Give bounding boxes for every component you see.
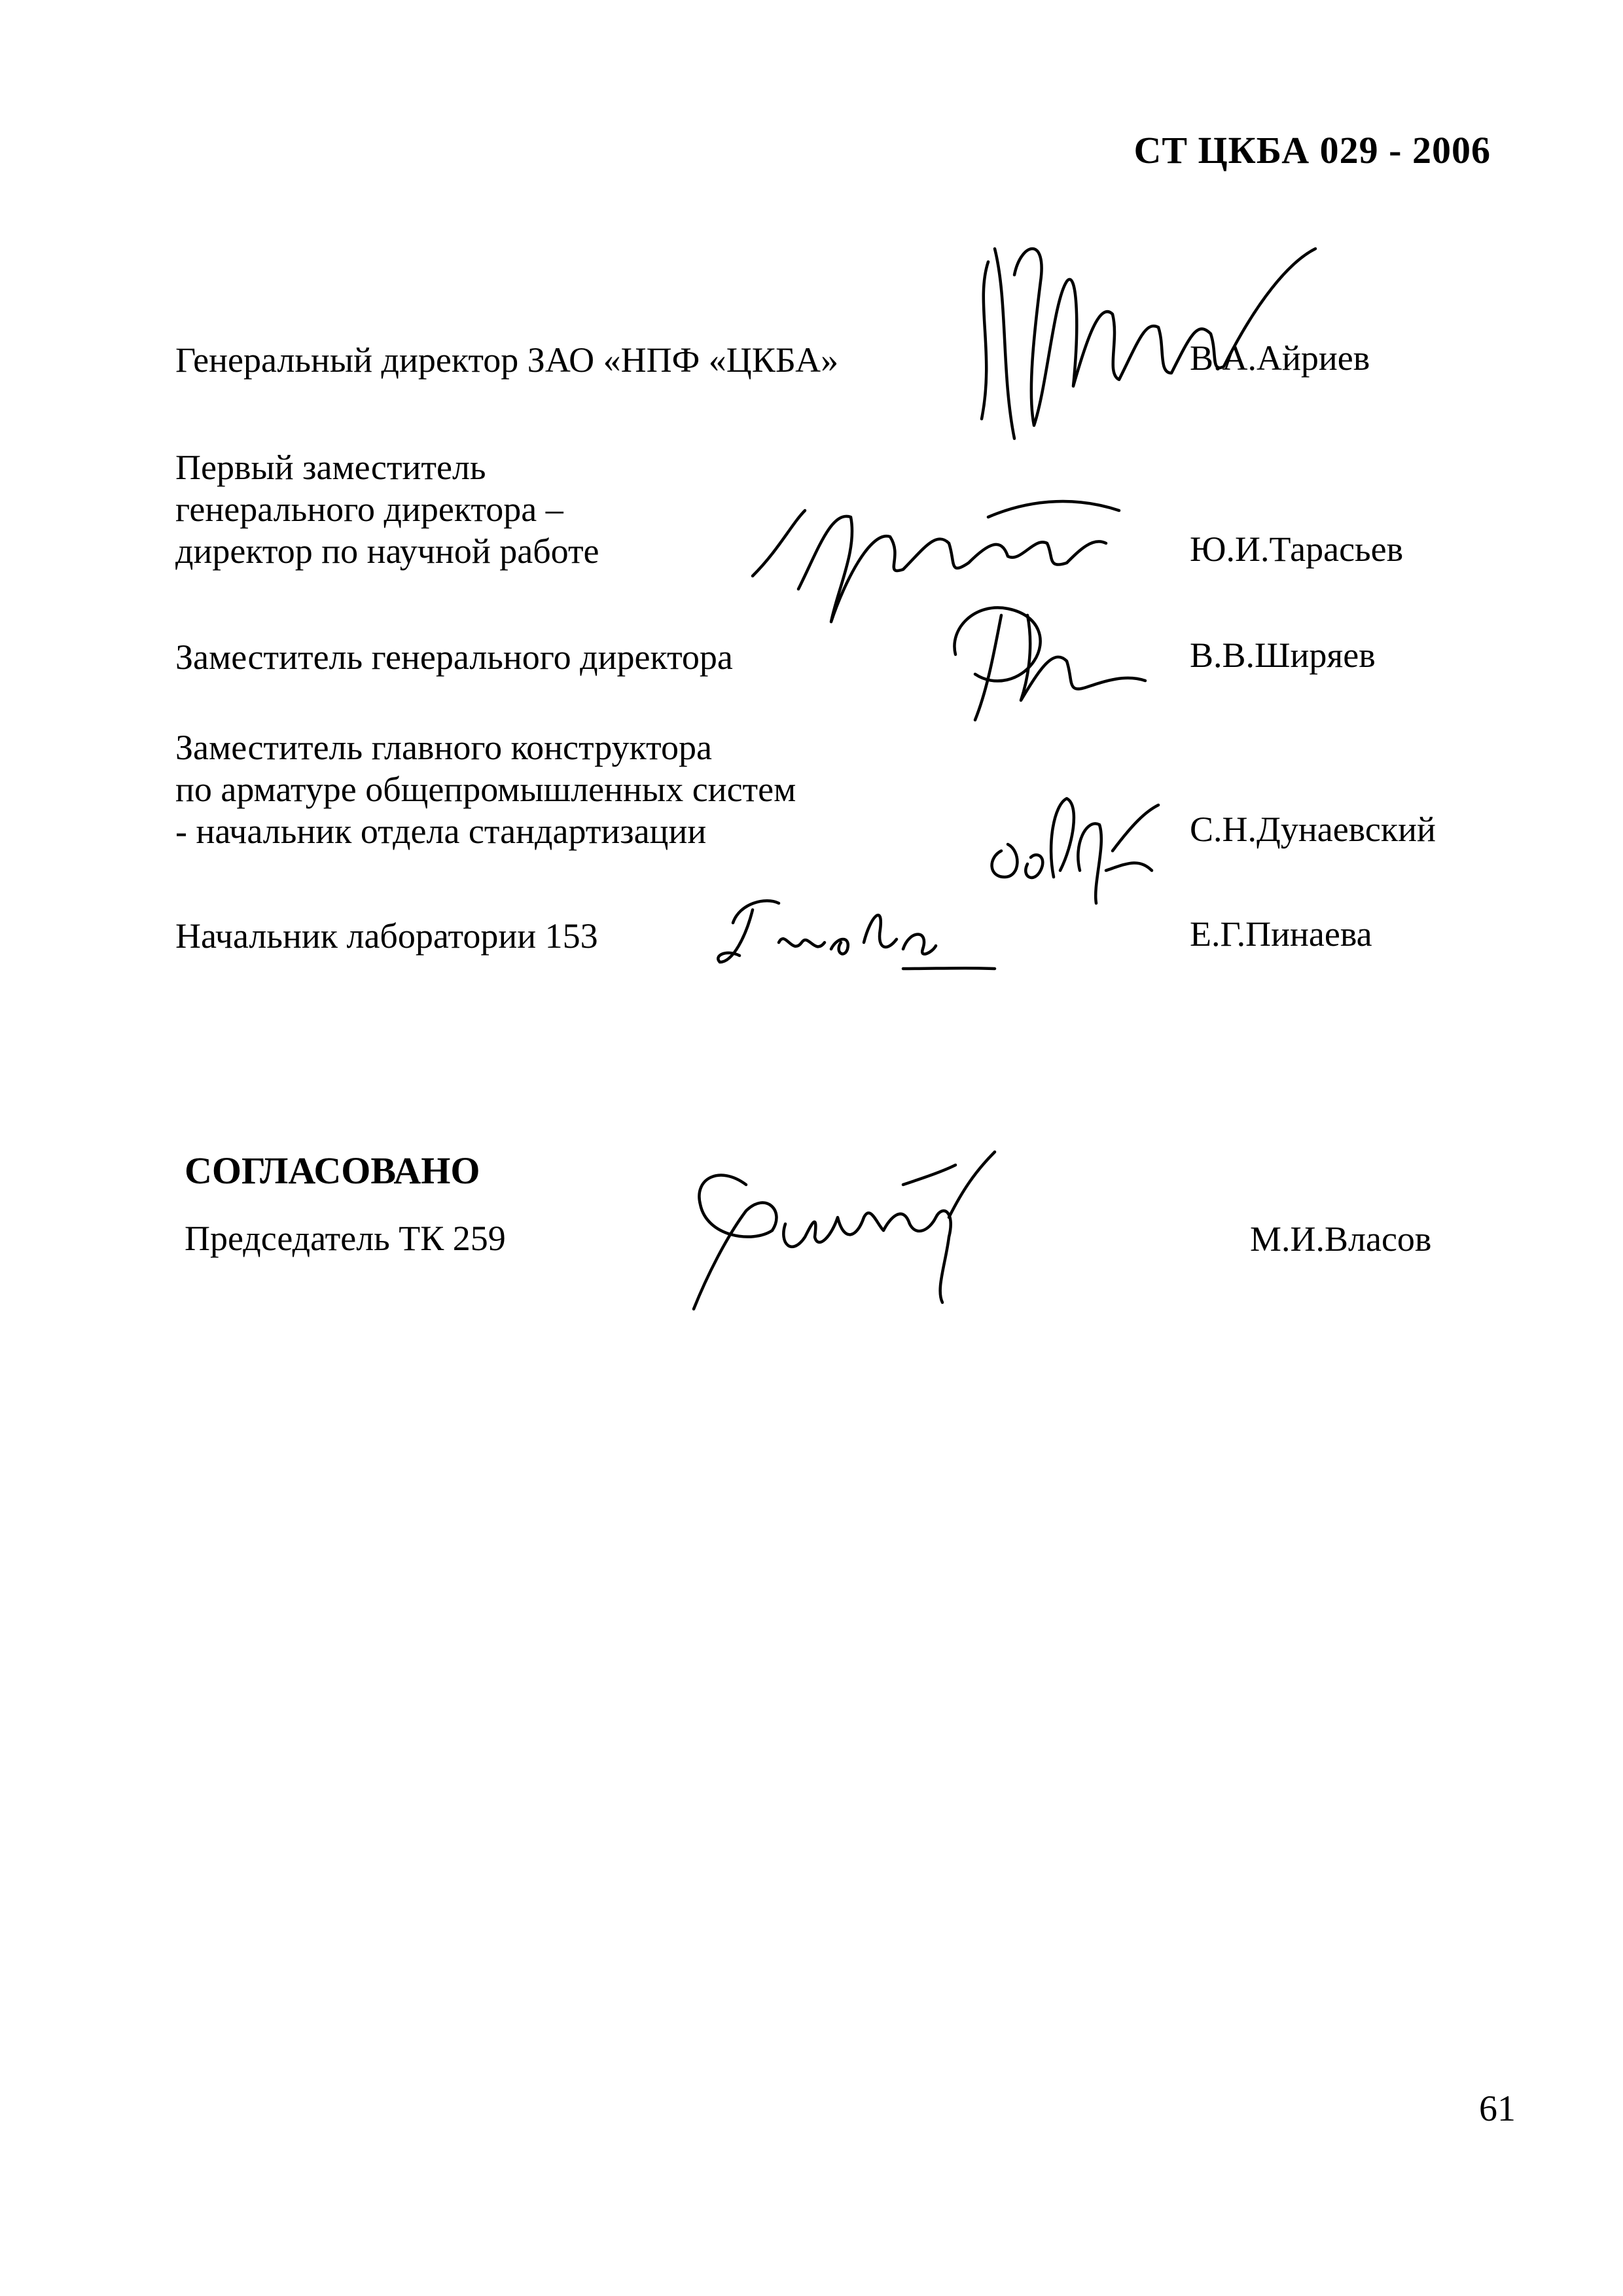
signatory-1-name: В.А.Айриев	[1190, 338, 1370, 378]
document-code: СТ ЦКБА 029 - 2006	[1133, 129, 1491, 171]
signatory-4-position-line-3: - начальник отдела стандартизации	[175, 812, 707, 851]
signatory-2-position-line-1: Первый заместитель	[175, 448, 486, 487]
signatory-5-position: Начальник лаборатории 153	[175, 916, 598, 956]
page-number: 61	[1479, 2089, 1516, 2129]
signature-1	[949, 223, 1315, 471]
signatory-4-position-line-1: Заместитель главного конструктора	[175, 728, 712, 767]
signatory-1-position: Генеральный директор ЗАО «НПФ «ЦКБА»	[175, 340, 839, 380]
signatory-2-name: Ю.И.Тарасьев	[1190, 529, 1404, 569]
signatory-2-position-line-3: директор по научной работе	[175, 531, 599, 571]
approval-heading: СОГЛАСОВАНО	[185, 1149, 480, 1192]
signatory-3-name: В.В.Ширяев	[1190, 636, 1376, 675]
signatory-5-name: Е.Г.Пинаева	[1190, 914, 1372, 954]
signatory-3-position: Заместитель генерального директора	[175, 637, 733, 677]
signatory-4-name: С.Н.Дунаевский	[1190, 810, 1436, 849]
signature-3	[936, 589, 1152, 726]
signatory-4-position-line-2: по арматуре общепромышленных систем	[175, 770, 796, 809]
signature-approval	[668, 1139, 1008, 1322]
signature-5	[707, 877, 1001, 988]
signatory-2-position-line-2: генерального директора –	[175, 490, 563, 529]
approval-position: Председатель ТК 259	[185, 1219, 506, 1258]
approval-name: М.И.Власов	[1250, 1219, 1432, 1259]
signature-4	[975, 779, 1171, 910]
